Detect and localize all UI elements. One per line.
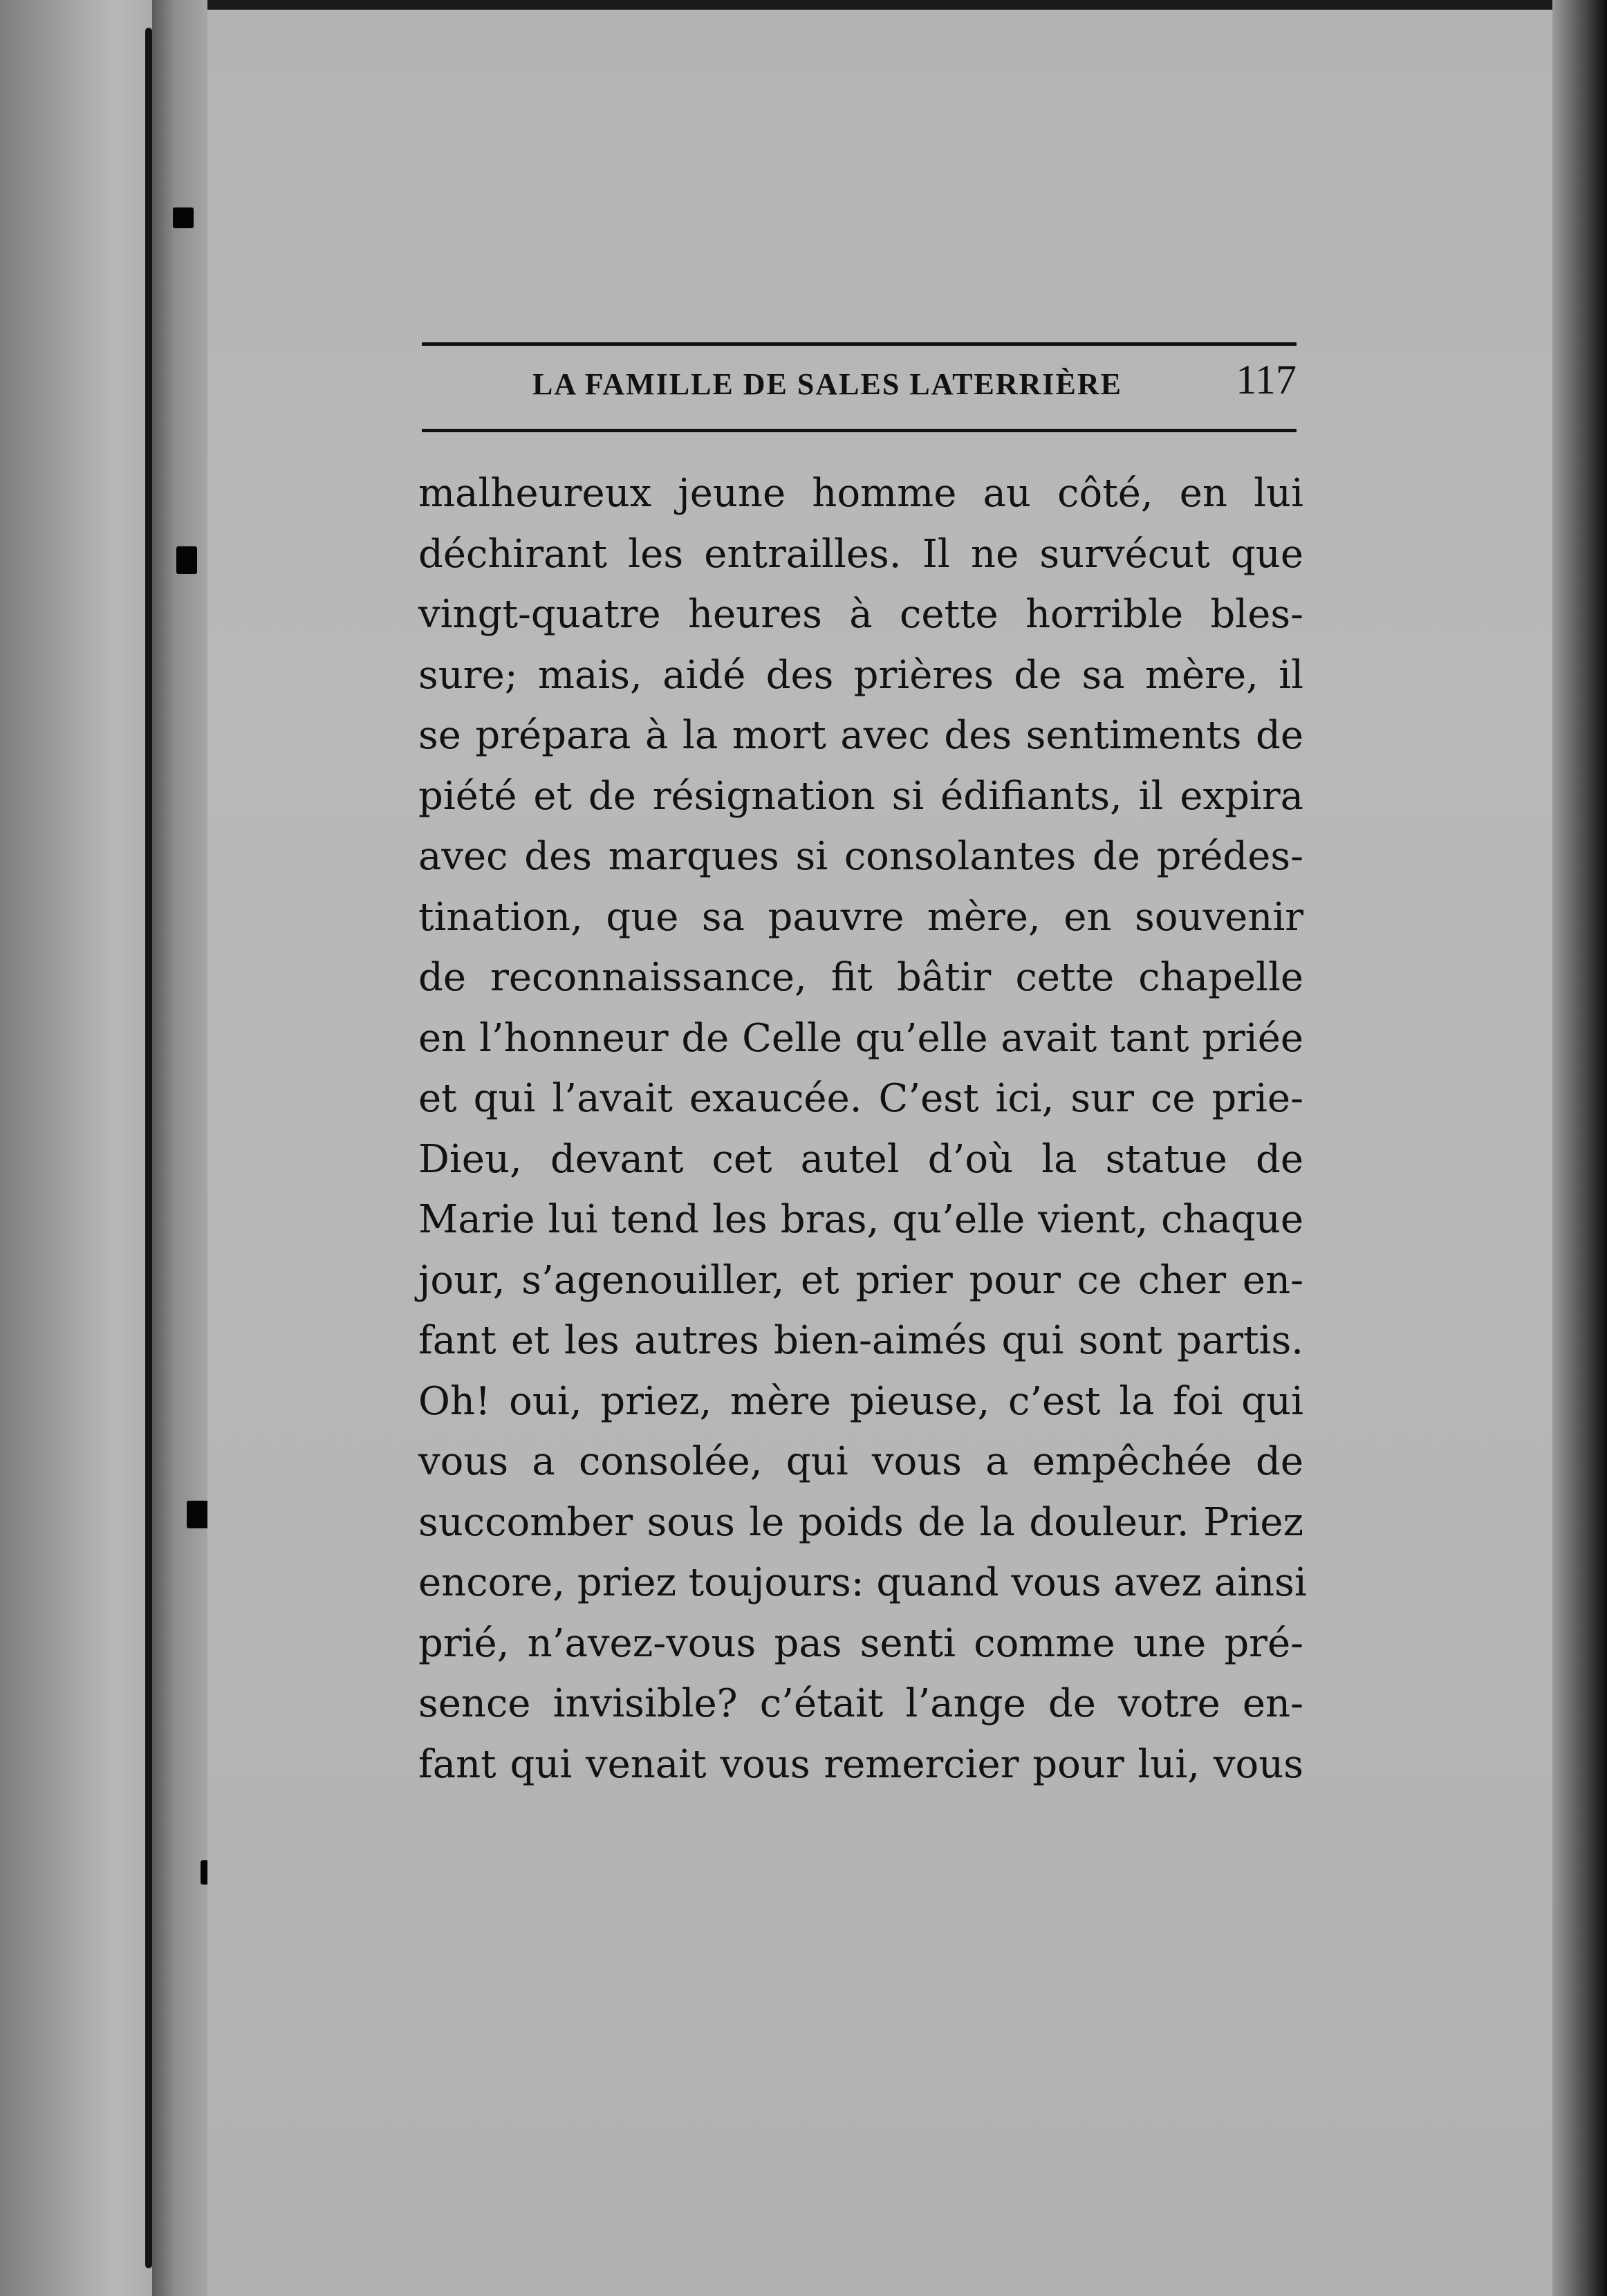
- text-line: Oh! oui, priez, mère pieuse, c’est la foi qui: [418, 1378, 1303, 1424]
- facing-page-surface: [0, 0, 162, 2296]
- text-line: succomber sous le poids de la douleur. Priez: [418, 1499, 1303, 1545]
- text-line: en l’honneur de Celle qu’elle avait tant priée: [418, 1015, 1303, 1061]
- text-line: de reconnaissance, fit bâtir cette chapelle: [418, 955, 1303, 1000]
- text-line: avec des marques si consolantes de prédes-: [418, 834, 1303, 879]
- text-line: fant qui venait vous remercier pour lui, vous: [418, 1741, 1303, 1787]
- gutter-shadow: [152, 0, 211, 2296]
- header-rule-top: [422, 342, 1297, 346]
- scan-top-edge: [207, 0, 1552, 10]
- binding-knot: [173, 207, 194, 228]
- page-right-edge: [1552, 0, 1607, 2296]
- body-text: [418, 463, 1307, 1795]
- text-line: sure; mais, aidé des prières de sa mère, il: [418, 652, 1303, 698]
- text-line: malheureux jeune homme au côté, en lui: [418, 471, 1303, 516]
- binding-knot: [176, 546, 197, 574]
- text-line: fant et les autres bien-aimés qui sont partis.: [418, 1318, 1303, 1363]
- running-head-title: LA FAMILLE DE SALES LATERRIÈRE: [532, 367, 1123, 401]
- text-line: se prépara à la mort avec des sentiments de: [418, 713, 1303, 758]
- binding-thread: [145, 28, 152, 2268]
- text-line: prié, n’avez-vous pas senti comme une pré-: [418, 1620, 1303, 1666]
- text-line: vous a consolée, qui vous a empêchée de: [418, 1439, 1303, 1484]
- text-line: vingt-quatre heures à cette horrible bles-: [418, 592, 1303, 637]
- header-rule-bottom: [422, 429, 1297, 432]
- text-line: piété et de résignation si édifiants, il expira: [418, 773, 1303, 819]
- text-line: jour, s’agenouiller, et prier pour ce cher en-: [418, 1257, 1303, 1303]
- text-line: Marie lui tend les bras, qu’elle vient, chaque: [418, 1197, 1303, 1242]
- text-line: déchirant les entrailles. Il ne survécut que: [418, 531, 1303, 577]
- text-line: Dieu, devant cet autel d’où la statue de: [418, 1136, 1303, 1182]
- text-line: tination, que sa pauvre mère, en souvenir: [418, 894, 1303, 940]
- text-line: sence invisible? c’était l’ange de votre en-: [418, 1681, 1303, 1726]
- page-number: 117: [1236, 357, 1297, 402]
- running-head: [422, 335, 1297, 439]
- text-line: encore, priez toujours: quand vous avez ainsi: [418, 1560, 1307, 1605]
- text-line: et qui l’avait exaucée. C’est ici, sur ce prie-: [418, 1076, 1303, 1121]
